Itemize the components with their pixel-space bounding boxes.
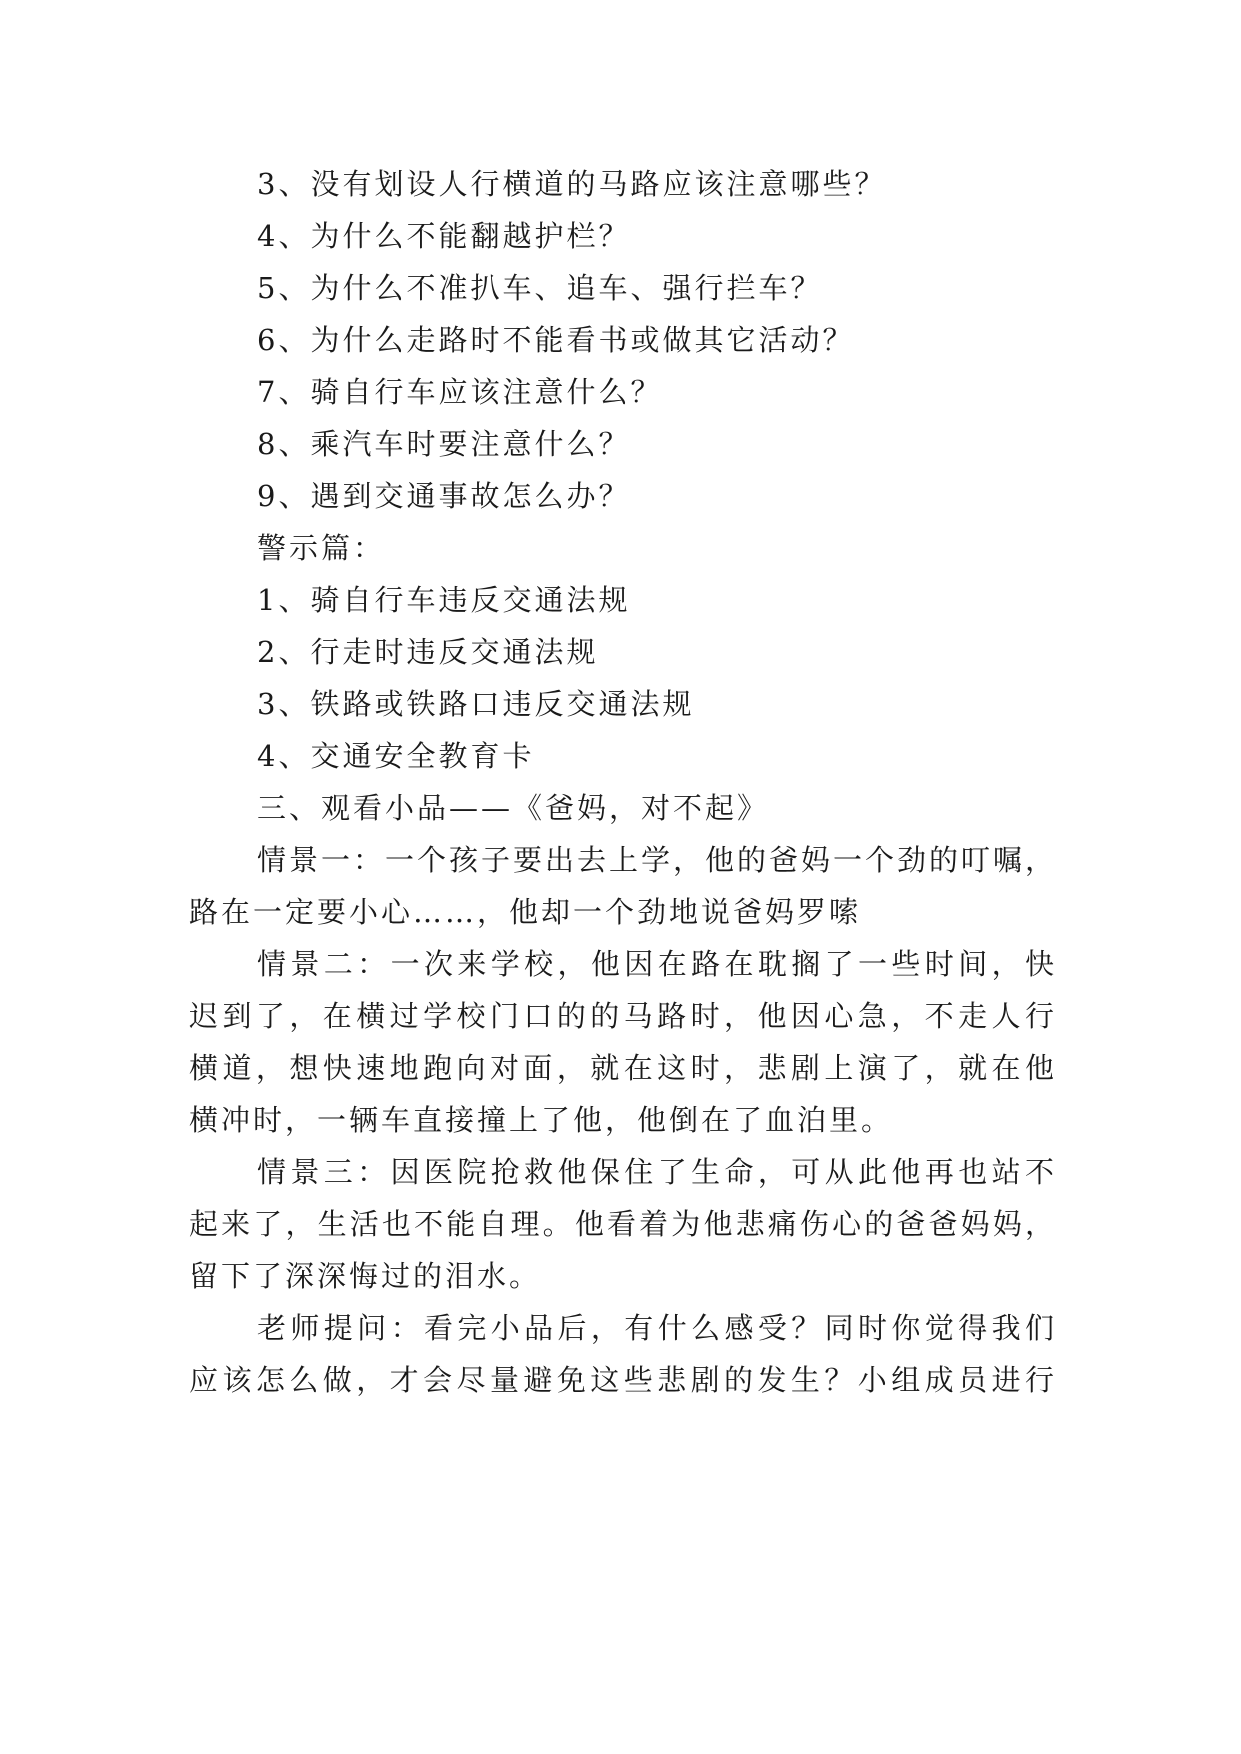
scene1-line2: 路在一定要小心……，他却一个劲地说爸妈罗嗦 <box>189 895 862 929</box>
scene3-line2 <box>189 1195 1057 1253</box>
scene2-line2-text: 迟到了，在横过学校门口的的马路时，他因心急，不走人行 <box>189 999 1057 1033</box>
scene2-line1-text: 情景二：一次来学校，他因在路在耽搁了一些时间，快 <box>257 947 1057 981</box>
scene1-line1 <box>189 831 1057 889</box>
scene3-line1-text: 情景三：因医院抢救他保住了生命，可从此他再也站不 <box>257 1155 1057 1189</box>
scene3-line2-text: 起来了，生活也不能自理。他看着为他悲痛伤心的爸爸妈妈， <box>189 1207 1057 1241</box>
scene2-line3 <box>189 1039 1057 1097</box>
scene2-line4: 横冲时，一辆车直接撞上了他，他倒在了血泊里。 <box>189 1103 894 1137</box>
warning-1: 1、骑自行车违反交通法规 <box>257 583 631 617</box>
question-6: 6、为什么走路时不能看书或做其它活动？ <box>257 323 855 357</box>
question-9: 9、遇到交通事故怎么办？ <box>257 479 631 513</box>
question-4: 4、为什么不能翻越护栏？ <box>257 219 631 253</box>
scene2-line3-text: 横道，想快速地跑向对面，就在这时，悲剧上演了，就在他 <box>189 1051 1057 1085</box>
teacher-line2 <box>189 1351 1057 1409</box>
question-3: 3、没有划设人行横道的马路应该注意哪些？ <box>257 167 887 201</box>
warning-4: 4、交通安全教育卡 <box>257 739 535 773</box>
question-7: 7、骑自行车应该注意什么？ <box>257 375 663 409</box>
question-5: 5、为什么不准扒车、追车、强行拦车？ <box>257 271 823 305</box>
document-page <box>189 155 1057 1409</box>
question-8: 8、乘汽车时要注意什么？ <box>257 427 631 461</box>
warning-2: 2、行走时违反交通法规 <box>257 635 599 669</box>
section-three-heading: 三、观看小品——《爸妈，对不起》 <box>257 791 770 825</box>
warning-3: 3、铁路或铁路口违反交通法规 <box>257 687 695 721</box>
teacher-line1-text: 老师提问：看完小品后，有什么感受？同时你觉得我们 <box>257 1311 1057 1345</box>
teacher-line1 <box>189 1299 1057 1357</box>
scene3-line1 <box>189 1143 1057 1201</box>
warning-heading: 警示篇： <box>257 531 386 565</box>
teacher-line2-text: 应该怎么做，才会尽量避免这些悲剧的发生？小组成员进行 <box>189 1363 1057 1397</box>
scene3-line3: 留下了深深悔过的泪水。 <box>189 1259 542 1293</box>
scene2-line2 <box>189 987 1057 1045</box>
scene1-line1-text: 情景一：一个孩子要出去上学，他的爸妈一个劲的叮嘱， <box>257 843 1058 877</box>
scene2-line1 <box>189 935 1057 993</box>
